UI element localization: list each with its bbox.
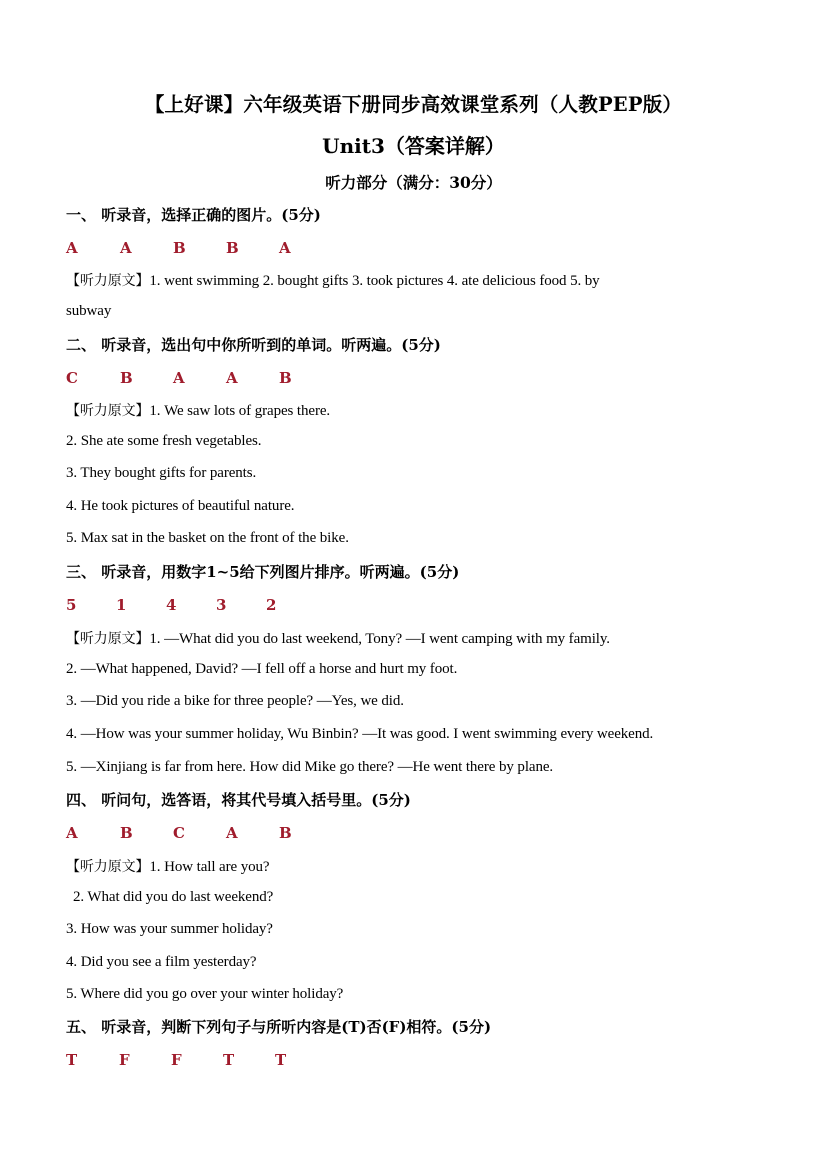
section-3-heading: 三、 听录音，用数字1~5给下列图片排序。听两遍。(5分) (66, 563, 460, 581)
answer: C (173, 824, 185, 842)
answer: C (66, 369, 78, 387)
transcript-line: 4. He took pictures of beautiful nature. (66, 498, 295, 514)
transcript-line: 【听力原文】1. How tall are you? (66, 859, 270, 875)
answer: 4 (166, 596, 177, 614)
transcript-line: 4. —How was your summer holiday, Wu Binbin? —It was good. I went swimming every weekend. (66, 726, 654, 742)
transcript-line: 2. —What happened, David? —I fell off a horse and hurt my foot. (66, 661, 458, 677)
unit-title: Unit3（答案详解） (322, 134, 505, 158)
answer: B (173, 239, 186, 257)
transcript-label: 【听力原文】 (66, 631, 150, 647)
answer: A (66, 239, 78, 257)
section-subtitle: 听力部分（满分：30分） (325, 173, 502, 192)
transcript-label: 【听力原文】 (66, 273, 150, 289)
answer: 5 (66, 596, 77, 614)
answer: T (275, 1051, 287, 1069)
answer: T (66, 1051, 78, 1069)
transcript-line: 【听力原文】1. —What did you do last weekend, Tony? —I went camping with my family. (66, 631, 610, 647)
answer: B (120, 824, 133, 842)
transcript-label: 【听力原文】 (66, 403, 150, 419)
transcript-line: subway (66, 303, 112, 319)
answer: 3 (216, 596, 227, 614)
answer: 2 (266, 596, 277, 614)
answer: A (226, 824, 238, 842)
answer: F (119, 1051, 130, 1069)
section-4-heading: 四、 听问句，选答语，将其代号填入括号里。(5分) (66, 791, 411, 809)
transcript-line: 3. —Did you ride a bike for three people? —Yes, we did. (66, 693, 404, 709)
transcript-line: 2. What did you do last weekend? (73, 889, 274, 905)
answer: 1 (116, 596, 127, 614)
answer: A (226, 369, 238, 387)
answer: F (171, 1051, 182, 1069)
transcript-line: 3. They bought gifts for parents. (66, 465, 257, 481)
transcript-line: 3. How was your summer holiday? (66, 921, 273, 937)
transcript-line: 【听力原文】1. We saw lots of grapes there. (66, 403, 331, 419)
answer: A (279, 239, 291, 257)
transcript-line: 5. —Xinjiang is far from here. How did Mike go there? —He went there by plane. (66, 759, 554, 775)
answer: B (279, 824, 292, 842)
answer: B (226, 239, 239, 257)
transcript-line: 【听力原文】1. went swimming 2. bought gifts 3. took pictures 4. ate delicious food 5. by (66, 273, 600, 289)
section-2-heading: 二、 听录音，选出句中你所听到的单词。听两遍。(5分) (66, 336, 441, 354)
transcript-line: 4. Did you see a film yesterday? (66, 954, 257, 970)
answer: T (223, 1051, 235, 1069)
transcript-line: 5. Where did you go over your winter holiday? (66, 986, 344, 1002)
answer: A (173, 369, 185, 387)
answer: B (120, 369, 133, 387)
answer: B (279, 369, 292, 387)
answer: A (66, 824, 78, 842)
transcript-line: 5. Max sat in the basket on the front of the bike. (66, 530, 349, 546)
transcript-line: 2. She ate some fresh vegetables. (66, 433, 262, 449)
section-1-heading: 一、 听录音，选择正确的图片。(5分) (66, 206, 321, 224)
transcript-label: 【听力原文】 (66, 859, 150, 875)
document-title: 【上好课】六年级英语下册同步高效课堂系列（人教PEP版） (144, 93, 683, 116)
section-5-heading: 五、 听录音，判断下列句子与所听内容是(T)否(F)相符。(5分) (66, 1018, 492, 1036)
answer: A (120, 239, 132, 257)
